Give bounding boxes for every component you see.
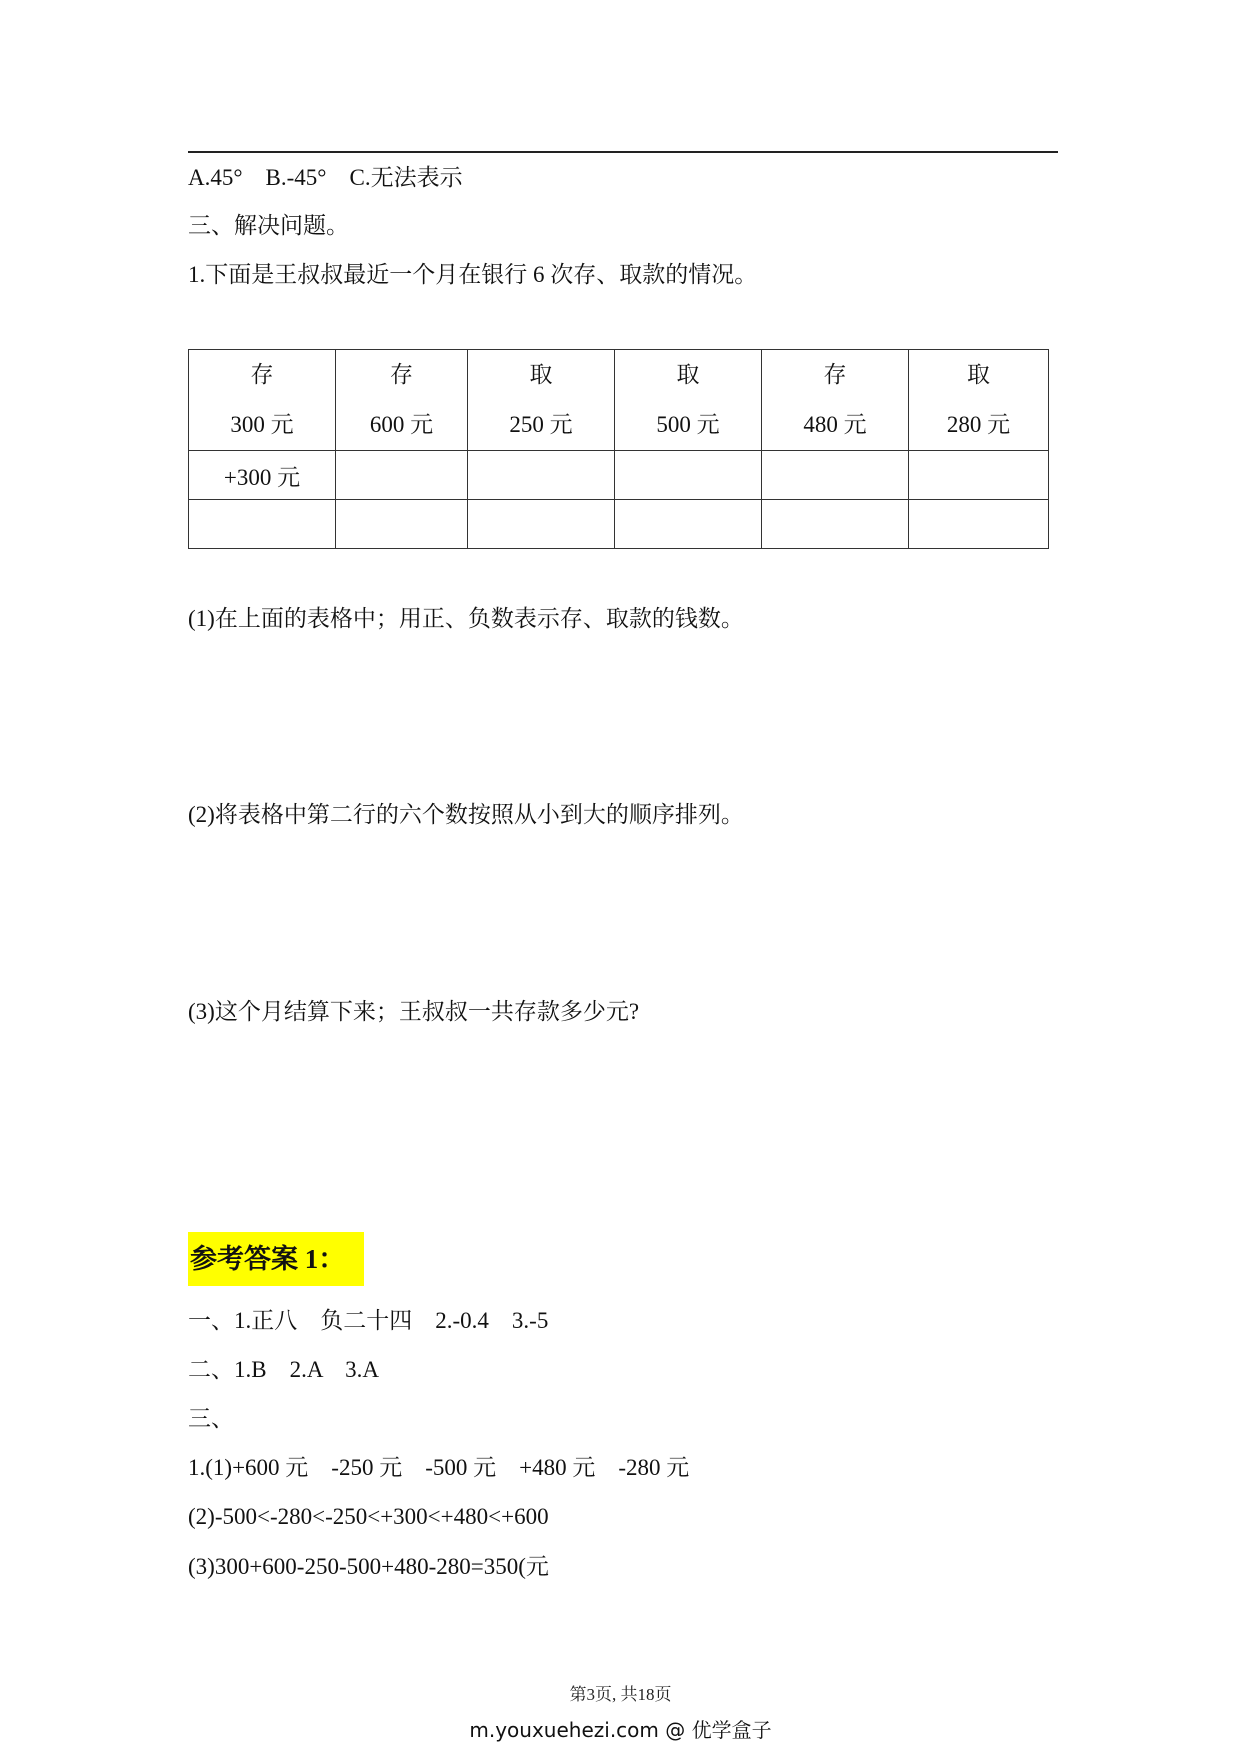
empty-cell[interactable] xyxy=(762,500,909,549)
section3-heading: 三、解决问题。 xyxy=(188,213,349,238)
empty-cell[interactable] xyxy=(189,500,336,549)
answer-line-5: (2)-500<-280<-250<+300<+480<+600 xyxy=(188,1504,549,1529)
table-row-empty xyxy=(189,500,1049,549)
empty-cell[interactable] xyxy=(468,500,615,549)
amount-label: 500 元 xyxy=(656,412,720,437)
answer-title: 参考答案 1： xyxy=(188,1232,364,1286)
table-cell xyxy=(615,350,762,451)
table-cell xyxy=(909,350,1049,451)
action-label: 取 xyxy=(967,362,990,387)
site-watermark[interactable]: m.youxuehezi.com @ 优学盒子 xyxy=(469,1718,772,1742)
amount-label: 480 元 xyxy=(803,412,867,437)
answer-line-4: 1.(1)+600 元 -250 元 -500 元 +480 元 -280 元 xyxy=(188,1455,690,1480)
question-3: (3)这个月结算下来；王叔叔一共存款多少元? xyxy=(188,999,640,1024)
signed-cell[interactable] xyxy=(909,451,1049,500)
deposit-table xyxy=(188,349,1049,549)
signed-cell[interactable] xyxy=(336,451,468,500)
action-label: 取 xyxy=(676,362,700,387)
question-2: (2)将表格中第二行的六个数按照从小到大的顺序排列。 xyxy=(188,802,744,827)
header-rule xyxy=(188,151,1058,153)
action-label: 取 xyxy=(529,362,553,387)
empty-cell[interactable] xyxy=(909,500,1049,549)
action-label: 存 xyxy=(250,362,274,387)
empty-cell[interactable] xyxy=(336,500,468,549)
problem1-text: 1.下面是王叔叔最近一个月在银行 6 次存、取款的情况。 xyxy=(188,262,758,287)
action-label: 存 xyxy=(823,362,847,387)
empty-cell[interactable] xyxy=(615,500,762,549)
answer-line-6: (3)300+600-250-500+480-280=350(元 xyxy=(188,1554,549,1579)
amount-label: 280 元 xyxy=(946,412,1011,437)
answer-line-3: 三、 xyxy=(188,1406,234,1431)
table-row-signed xyxy=(189,451,1049,500)
amount-label: 300 元 xyxy=(230,412,294,437)
amount-label: 250 元 xyxy=(509,412,573,437)
action-label: 存 xyxy=(390,362,413,387)
answer-line-2: 二、1.B 2.A 3.A xyxy=(188,1357,380,1382)
answer-line-1: 一、1.正八 负二十四 2.-0.4 3.-5 xyxy=(188,1308,549,1333)
table-cell xyxy=(762,350,909,451)
signed-cell[interactable] xyxy=(468,451,615,500)
table-cell xyxy=(468,350,615,451)
table-row-transactions xyxy=(189,350,1049,451)
deposit-table-wrap xyxy=(188,349,1049,549)
amount-label: 600 元 xyxy=(369,412,434,437)
question-1: (1)在上面的表格中；用正、负数表示存、取款的钱数。 xyxy=(188,606,744,631)
signed-cell[interactable] xyxy=(762,451,909,500)
choices-line: A.45° B.-45° C.无法表示 xyxy=(188,165,463,190)
table-cell xyxy=(336,350,468,451)
signed-cell[interactable] xyxy=(615,451,762,500)
table-cell xyxy=(189,350,336,451)
page-number: 第3页, 共18页 xyxy=(569,1685,672,1704)
signed-cell: +300 元 xyxy=(189,451,336,500)
